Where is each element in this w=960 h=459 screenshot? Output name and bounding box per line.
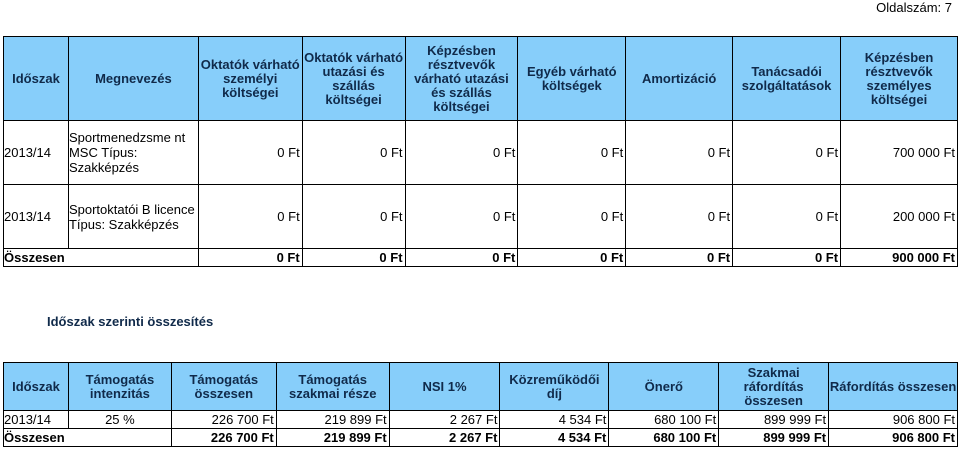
total-cell: 906 800 Ft <box>829 429 958 447</box>
period-cell: 2013/14 <box>4 185 69 249</box>
col-header: NSI 1% <box>389 363 500 411</box>
col-header: Szakmai ráfordítás összesen <box>719 363 829 411</box>
value-cell: 0 Ft <box>302 121 405 185</box>
name-cell: Sportoktatói B licence Típus: Szakképzés <box>68 185 198 249</box>
col-header: Tanácsadói szolgáltatások <box>733 37 841 121</box>
total-cell: 0 Ft <box>302 249 405 267</box>
value-cell: 200 000 Ft <box>841 185 958 249</box>
total-cell: 0 Ft <box>626 249 733 267</box>
col-header: Közreműködői díj <box>500 363 609 411</box>
summary-table <box>3 362 958 447</box>
col-header: Támogatás intenzitás <box>68 363 171 411</box>
total-cell: 226 700 Ft <box>171 429 276 447</box>
value-cell: 700 000 Ft <box>841 121 958 185</box>
table-header-row <box>4 37 958 121</box>
value-cell: 0 Ft <box>626 185 733 249</box>
col-header: Oktatók várható személyi költségei <box>198 37 302 121</box>
col-header: Ráfordítás összesen <box>829 363 958 411</box>
page-number: Oldalszám: 7 <box>876 0 952 15</box>
total-cell: 2 267 Ft <box>389 429 500 447</box>
total-cell: 899 999 Ft <box>719 429 829 447</box>
value-cell: 0 Ft <box>405 121 518 185</box>
value-cell: 0 Ft <box>198 185 302 249</box>
table-row <box>4 411 958 429</box>
col-header: Támogatás összesen <box>171 363 276 411</box>
total-label: Összesen <box>4 249 199 267</box>
total-cell: 219 899 Ft <box>276 429 389 447</box>
value-cell: 0 Ft <box>302 185 405 249</box>
total-row <box>4 429 958 447</box>
col-header: Időszak <box>4 37 69 121</box>
col-header: Megnevezés <box>68 37 198 121</box>
table-header-row <box>4 363 958 411</box>
col-header: Támogatás szakmai része <box>276 363 389 411</box>
table-row <box>4 121 958 185</box>
cost-table <box>3 36 958 267</box>
col-header: Egyéb várható költségek <box>518 37 626 121</box>
col-header: Önerő <box>609 363 719 411</box>
value-cell: 0 Ft <box>626 121 733 185</box>
value-cell: 0 Ft <box>198 121 302 185</box>
col-header: Oktatók várható utazási és szállás költségei <box>302 37 405 121</box>
name-cell: Sportmenedzsme nt MSC Típus: Szakképzés <box>68 121 198 185</box>
total-cell: 0 Ft <box>733 249 841 267</box>
total-cell: 0 Ft <box>518 249 626 267</box>
total-cell: 4 534 Ft <box>500 429 609 447</box>
total-label: Összesen <box>4 429 172 447</box>
section-title: Időszak szerinti összesítés <box>47 314 214 329</box>
total-cell: 680 100 Ft <box>609 429 719 447</box>
table-row <box>4 185 958 249</box>
total-cell: 900 000 Ft <box>841 249 958 267</box>
value-cell: 0 Ft <box>518 121 626 185</box>
period-cell: 2013/14 <box>4 121 69 185</box>
value-cell: 906 800 Ft <box>829 411 958 429</box>
value-cell: 0 Ft <box>518 185 626 249</box>
col-header: Képzésben résztvevők várható utazási és szállás költségei <box>405 37 518 121</box>
value-cell: 0 Ft <box>733 121 841 185</box>
value-cell: 2 267 Ft <box>389 411 500 429</box>
value-cell: 0 Ft <box>733 185 841 249</box>
total-row <box>4 249 958 267</box>
value-cell: 219 899 Ft <box>276 411 389 429</box>
col-header: Időszak <box>4 363 69 411</box>
value-cell: 899 999 Ft <box>719 411 829 429</box>
col-header: Képzésben résztvevők személyes költségei <box>841 37 958 121</box>
period-cell: 2013/14 <box>4 411 69 429</box>
total-cell: 0 Ft <box>198 249 302 267</box>
value-cell: 226 700 Ft <box>171 411 276 429</box>
total-cell: 0 Ft <box>405 249 518 267</box>
value-cell: 25 % <box>68 411 171 429</box>
value-cell: 4 534 Ft <box>500 411 609 429</box>
value-cell: 680 100 Ft <box>609 411 719 429</box>
value-cell: 0 Ft <box>405 185 518 249</box>
col-header: Amortizáció <box>626 37 733 121</box>
